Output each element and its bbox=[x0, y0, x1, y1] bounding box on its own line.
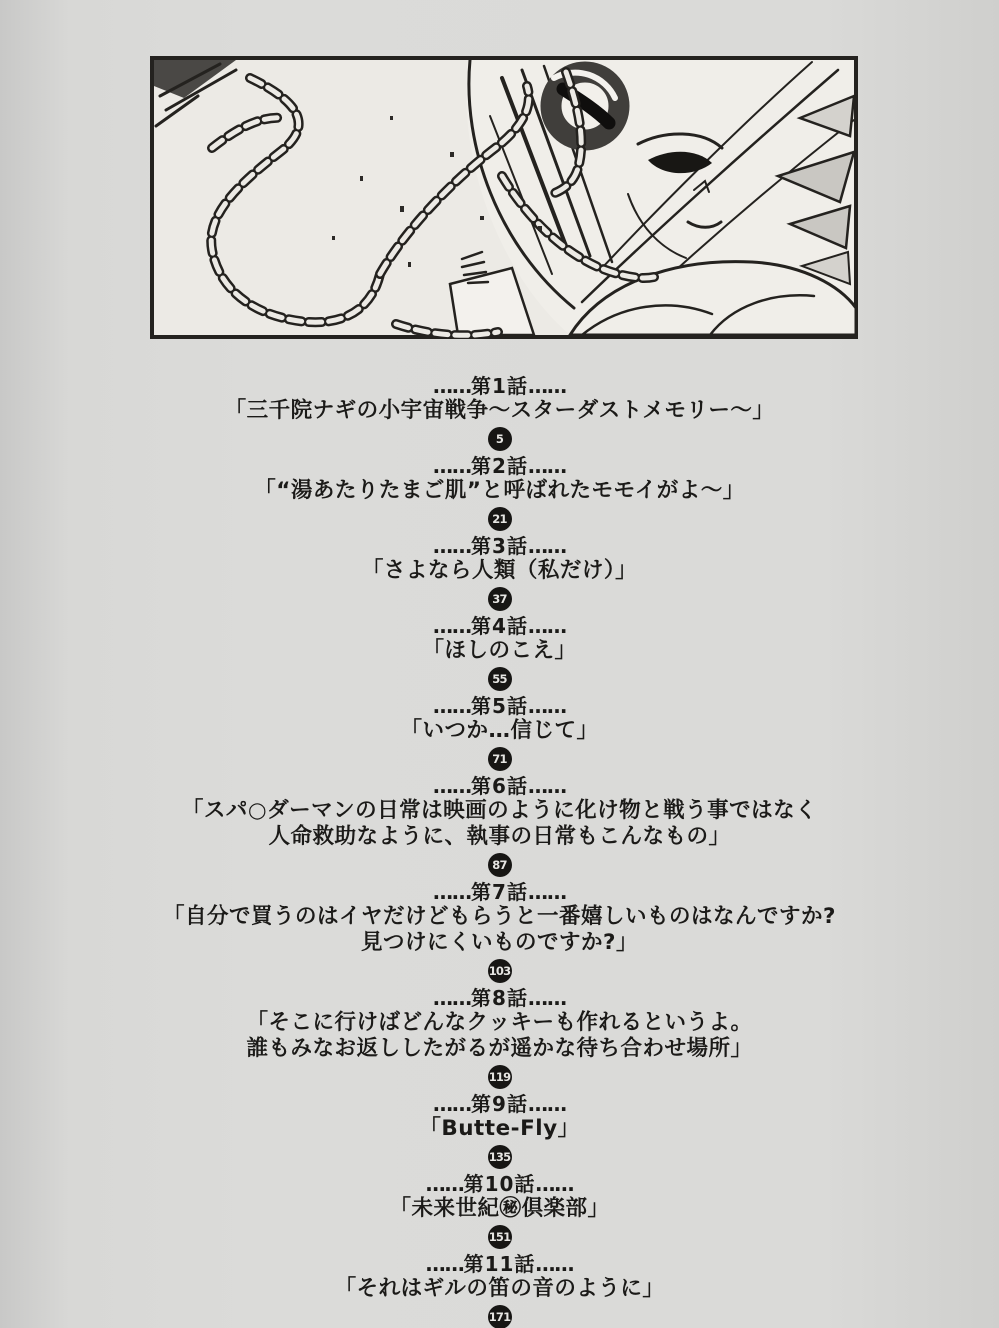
chapter-heading bbox=[0, 694, 999, 718]
toc-entry bbox=[0, 454, 999, 531]
page-number-row bbox=[0, 957, 999, 983]
page-number-row bbox=[0, 745, 999, 771]
page-number-row bbox=[0, 505, 999, 531]
chapter-title-line: 誰もみなお返ししたがるが遥かな待ち合わせ場所」 bbox=[246, 1036, 753, 1061]
chapter-title-line: 「自分で買うのはイヤだけどもらうと一番嬉しいものはなんですか? bbox=[163, 904, 836, 929]
toc-entry bbox=[0, 880, 999, 983]
chapter-label: 第4話 bbox=[471, 614, 528, 638]
leader-dots: …… bbox=[433, 1092, 472, 1116]
chapter-title bbox=[0, 718, 999, 744]
toc-entry bbox=[0, 694, 999, 771]
leader-dots: …… bbox=[425, 1172, 464, 1196]
page-number-row bbox=[0, 1143, 999, 1169]
chapter-title-line: 「三千院ナギの小宇宙戦争～スターダストメモリー～」 bbox=[224, 398, 775, 423]
chapter-title-line: 「さよなら人類（私だけ）」 bbox=[361, 558, 638, 583]
toc-entry bbox=[0, 614, 999, 691]
leader-dots: …… bbox=[527, 1092, 566, 1116]
leader-dots: …… bbox=[527, 774, 566, 798]
chapter-heading bbox=[0, 986, 999, 1010]
page-number-row bbox=[0, 851, 999, 877]
page-number-badge: 119 bbox=[488, 1065, 512, 1089]
chapter-label: 第6話 bbox=[471, 774, 528, 798]
chapter-title-line: 「未来世紀㊙倶楽部」 bbox=[389, 1196, 610, 1221]
chapter-title-line: 「そこに行けばどんなクッキーも作れるというよ。 bbox=[246, 1010, 753, 1035]
page-number-badge: 135 bbox=[488, 1145, 512, 1169]
toc-entry bbox=[0, 986, 999, 1089]
page-number-row bbox=[0, 585, 999, 611]
chapter-label: 第11話 bbox=[463, 1252, 536, 1276]
toc-entry bbox=[0, 1092, 999, 1169]
chapter-title-line: 「ほしのこえ」 bbox=[422, 638, 577, 663]
chapter-heading bbox=[0, 774, 999, 798]
chapter-title-line: 「“湯あたりたまご肌”と呼ばれたモモイがよ～」 bbox=[254, 478, 745, 503]
page-number-badge: 171 bbox=[488, 1305, 512, 1328]
leader-dots: …… bbox=[527, 986, 566, 1010]
chapter-heading bbox=[0, 880, 999, 904]
chapter-title bbox=[0, 798, 999, 850]
page-number-row bbox=[0, 665, 999, 691]
chapter-heading bbox=[0, 1252, 999, 1276]
chapter-title-line: 人命救助なように、執事の日常もこんなもの」 bbox=[268, 824, 731, 849]
chapter-title-line: 「スパ○ダーマンの日常は映画のように化け物と戦う事ではなく bbox=[181, 798, 818, 823]
chapter-label: 第3話 bbox=[471, 534, 528, 558]
toc-entry bbox=[0, 534, 999, 611]
chapter-heading bbox=[0, 1172, 999, 1196]
leader-dots: …… bbox=[535, 1172, 574, 1196]
chapter-label: 第9話 bbox=[471, 1092, 528, 1116]
page-number-row bbox=[0, 1063, 999, 1089]
chapter-title-line: 「それはギルの笛の音のように」 bbox=[334, 1276, 665, 1301]
chapter-title-line: 「いつか…信じて」 bbox=[400, 718, 599, 743]
leader-dots: …… bbox=[527, 694, 566, 718]
leader-dots: …… bbox=[535, 1252, 574, 1276]
chapter-heading bbox=[0, 614, 999, 638]
chapter-label: 第10話 bbox=[463, 1172, 536, 1196]
toc-entry bbox=[0, 374, 999, 451]
page-number-row bbox=[0, 1303, 999, 1328]
chapter-title-line: 「Butte-Fly」 bbox=[419, 1116, 580, 1141]
page-number-badge: 5 bbox=[488, 427, 512, 451]
chapter-label: 第7話 bbox=[471, 880, 528, 904]
chapter-label: 第8話 bbox=[471, 986, 528, 1010]
leader-dots: …… bbox=[527, 454, 566, 478]
table-of-contents bbox=[0, 374, 999, 1328]
chapter-title bbox=[0, 1116, 999, 1142]
chapter-title bbox=[0, 478, 999, 504]
manga-panel-art bbox=[150, 56, 858, 339]
toc-entry bbox=[0, 1252, 999, 1328]
chapter-label: 第2話 bbox=[471, 454, 528, 478]
page-number-badge: 37 bbox=[488, 587, 512, 611]
leader-dots: …… bbox=[433, 880, 472, 904]
page-number-row bbox=[0, 1223, 999, 1249]
chapter-label: 第1話 bbox=[471, 374, 528, 398]
leader-dots: …… bbox=[433, 534, 472, 558]
leader-dots: …… bbox=[527, 614, 566, 638]
chapter-title bbox=[0, 398, 999, 424]
leader-dots: …… bbox=[425, 1252, 464, 1276]
chapter-title bbox=[0, 638, 999, 664]
manga-panel bbox=[150, 56, 858, 339]
leader-dots: …… bbox=[433, 614, 472, 638]
toc-entry bbox=[0, 774, 999, 877]
chapter-title bbox=[0, 1196, 999, 1222]
leader-dots: …… bbox=[527, 534, 566, 558]
chapter-title-line: 見つけにくいものですか?」 bbox=[361, 930, 638, 955]
toc-entry bbox=[0, 1172, 999, 1249]
page-number-badge: 71 bbox=[488, 747, 512, 771]
chapter-heading bbox=[0, 454, 999, 478]
chapter-label: 第5話 bbox=[471, 694, 528, 718]
leader-dots: …… bbox=[433, 986, 472, 1010]
chapter-title bbox=[0, 1276, 999, 1302]
leader-dots: …… bbox=[527, 880, 566, 904]
page-number-badge: 87 bbox=[488, 853, 512, 877]
leader-dots: …… bbox=[433, 374, 472, 398]
chapter-title bbox=[0, 558, 999, 584]
chapter-heading bbox=[0, 534, 999, 558]
page-number-row bbox=[0, 425, 999, 451]
page-number-badge: 151 bbox=[488, 1225, 512, 1249]
leader-dots: …… bbox=[433, 774, 472, 798]
chapter-heading bbox=[0, 374, 999, 398]
chapter-title bbox=[0, 904, 999, 956]
page-number-badge: 21 bbox=[488, 507, 512, 531]
chapter-title bbox=[0, 1010, 999, 1062]
leader-dots: …… bbox=[433, 454, 472, 478]
page-number-badge: 55 bbox=[488, 667, 512, 691]
chapter-heading bbox=[0, 1092, 999, 1116]
leader-dots: …… bbox=[527, 374, 566, 398]
leader-dots: …… bbox=[433, 694, 472, 718]
page-number-badge: 103 bbox=[488, 959, 512, 983]
